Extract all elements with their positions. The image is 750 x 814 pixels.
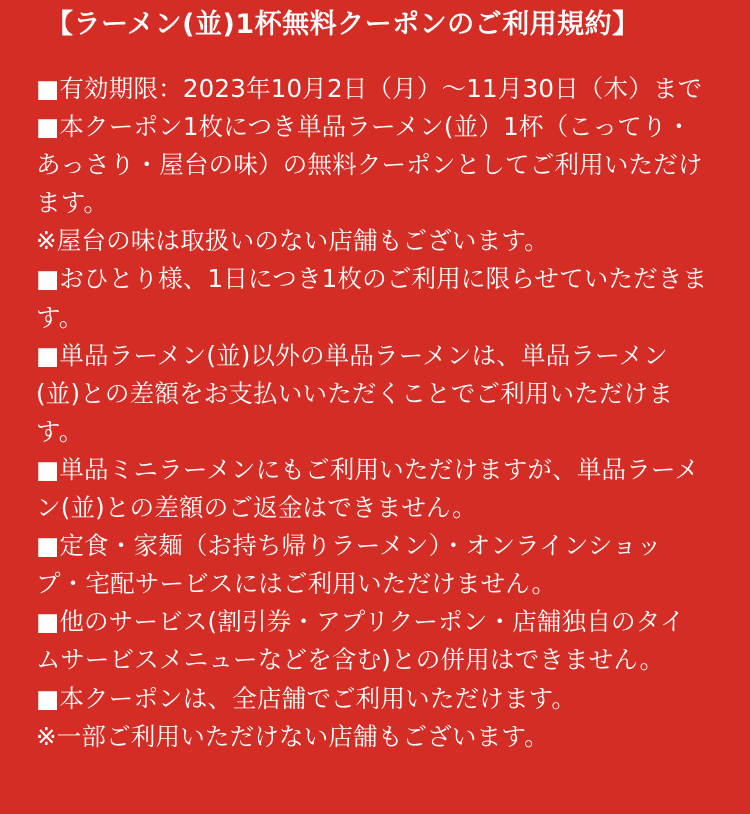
terms-line: ■本クーポン1枚につき単品ラーメン(並）1杯（こってり・ [36,112,692,142]
terms-line: あっさり・屋台の味）の無料クーポンとしてご利用いただけ [36,150,703,180]
terms-line: ■単品ラーメン(並)以外の単品ラーメンは、単品ラーメン [36,340,668,370]
terms-title: 【ラーメン(並)1杯無料クーポンのご利用規約】 [46,9,640,40]
terms-line: ン(並)との差額のご返金はできません。 [36,493,477,523]
terms-line: す。 [36,302,84,332]
terms-line: ■他のサービス(割引券・アプリクーポン・店舗独自のタイ [36,607,685,637]
terms-line: (並)との差額をお支払いいただくことでご利用いただけま [36,378,674,408]
terms-line: プ・宅配サービスにはご利用いただけません。 [36,569,557,599]
terms-line: ※一部ご利用いただけない店舗もございます。 [36,721,549,751]
terms-line: ■単品ミニラーメンにもご利用いただけますが、単品ラーメ [36,454,700,484]
terms-line: ■定食・家麺（お持ち帰りラーメン）・オンラインショッ [36,531,662,561]
terms-line: ※屋台の味は取扱いのない店舗もございます。 [36,226,549,256]
terms-line: ■本クーポンは、全店舗でご利用いただけます。 [36,683,577,713]
terms-line: ■おひとり様、1日につき1枚のご利用に限らせていただきま [36,264,708,294]
terms-line: ■有効期限：2023年10月2日（月）～11月30日（木）まで [36,74,703,103]
terms-line: ます。 [36,188,109,218]
terms-line: ムサービスメニューなどを含む)との併用はできません。 [36,645,665,675]
terms-list [36,70,734,756]
terms-line: す。 [36,416,84,446]
